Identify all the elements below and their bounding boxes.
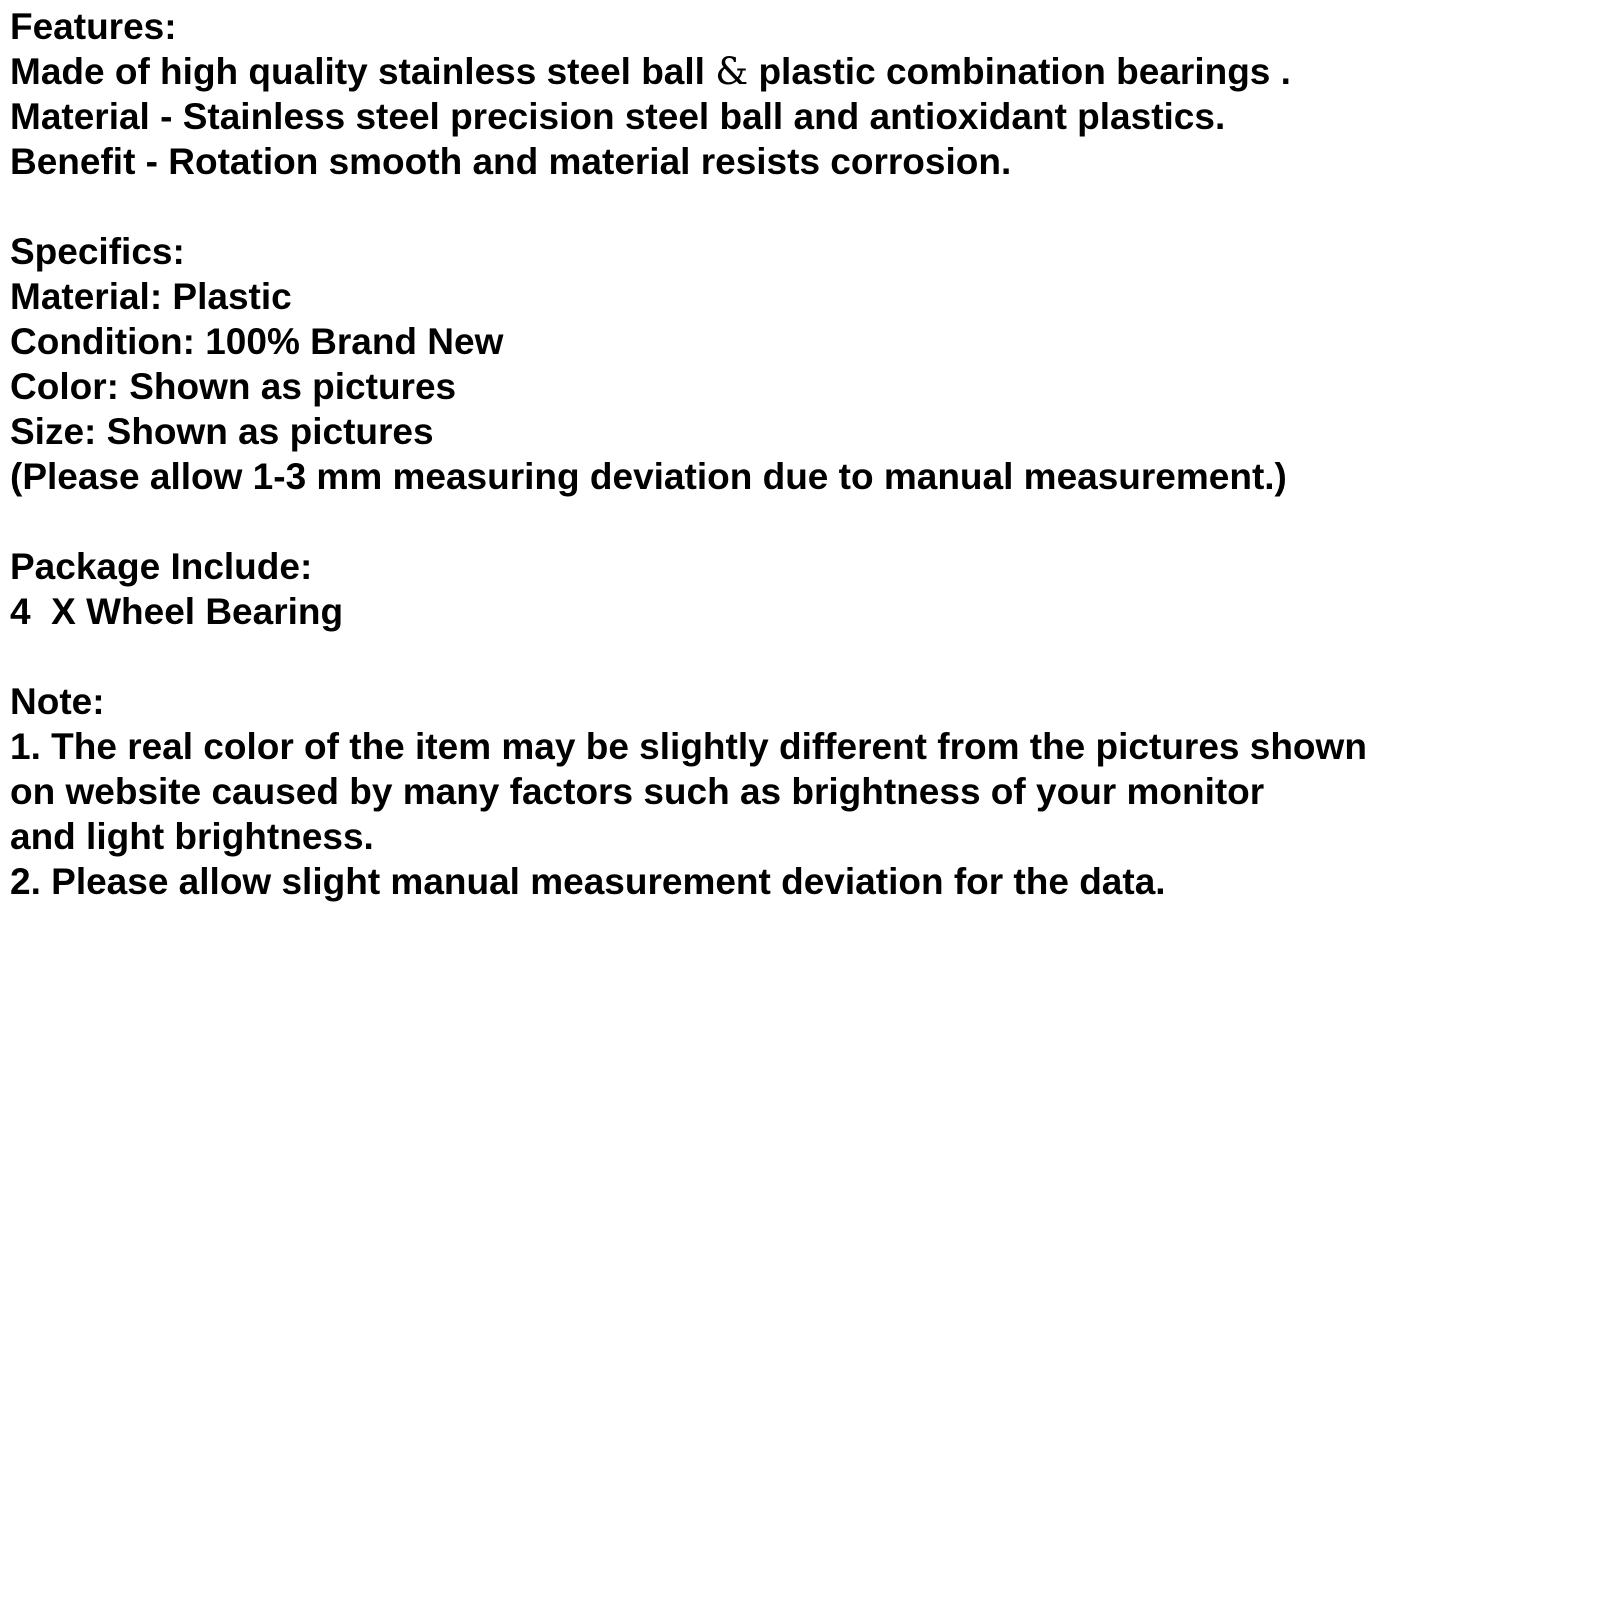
specifics-item: Color: Shown as pictures	[10, 366, 457, 407]
note-item: on website caused by many factors such as brightness of your monitor	[10, 771, 1265, 812]
specifics-item: Condition: 100% Brand New	[10, 321, 504, 362]
specifics-heading: Specifics:	[10, 231, 185, 272]
features-section	[10, 4, 1595, 184]
package-section	[10, 544, 1595, 634]
package-heading: Package Include:	[10, 546, 313, 587]
features-line: Material - Stainless steel precision steel ball and antioxidant plastics.	[10, 96, 1226, 137]
note-item: and light brightness.	[10, 816, 374, 857]
note-item: 1. The real color of the item may be slightly different from the pictures shown	[10, 726, 1367, 767]
section-spacer	[10, 184, 1595, 229]
features-line-text: Made of high quality stainless steel ball	[10, 51, 716, 92]
ampersand-glyph: &	[715, 50, 749, 93]
features-line: Benefit - Rotation smooth and material resists corrosion.	[10, 141, 1012, 182]
product-description	[10, 4, 1595, 904]
features-line	[10, 49, 1595, 94]
specifics-item: Material: Plastic	[10, 276, 292, 317]
specifics-item: Size: Shown as pictures	[10, 411, 434, 452]
note-section	[10, 679, 1595, 904]
specifics-item: (Please allow 1-3 mm measuring deviation due to manual measurement.)	[10, 456, 1287, 497]
section-spacer	[10, 634, 1595, 679]
features-heading: Features:	[10, 6, 177, 47]
note-item: 2. Please allow slight manual measurement deviation for the data.	[10, 861, 1166, 902]
package-item: 4 X Wheel Bearing	[10, 591, 344, 632]
specifics-section	[10, 229, 1595, 499]
note-heading: Note:	[10, 681, 105, 722]
section-spacer	[10, 499, 1595, 544]
features-line-text: plastic combination bearings .	[748, 51, 1291, 92]
